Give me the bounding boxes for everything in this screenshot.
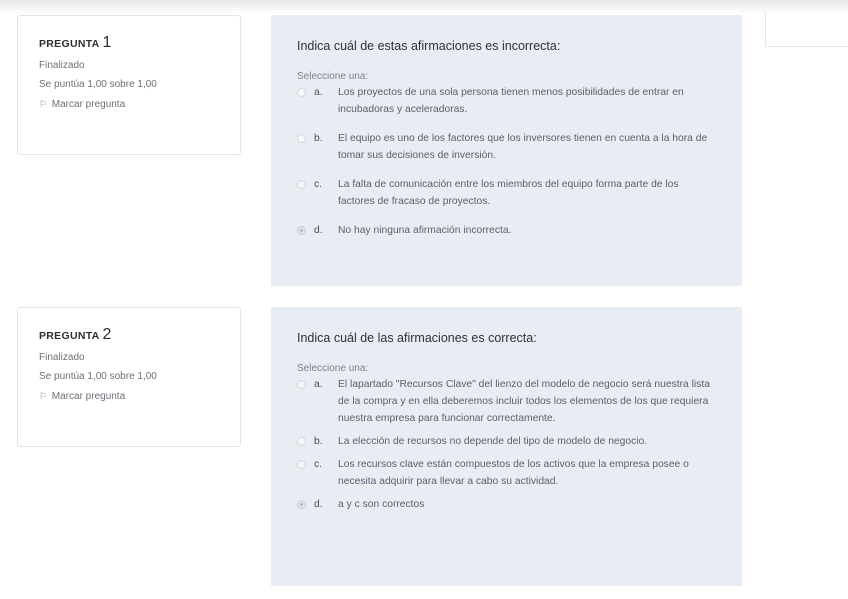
answer-option-a[interactable] <box>297 84 716 118</box>
question-number: 2 <box>102 326 112 343</box>
radio-button[interactable] <box>297 88 306 97</box>
top-bar-shadow <box>0 0 848 14</box>
answer-text: Los recursos clave están compuestos de los activos que la empresa posee o necesita adquirir para llevar a cabo su actividad. <box>338 459 689 487</box>
answer-letter: a. <box>314 87 323 98</box>
radio-button[interactable] <box>297 460 306 469</box>
question-status: Finalizado <box>39 60 85 71</box>
question-text: Indica cuál de las afirmaciones es correcta: <box>297 331 537 345</box>
flag-icon: ⚐ <box>39 99 48 109</box>
answer-letter: b. <box>314 133 323 144</box>
question-info-1 <box>17 15 241 155</box>
navigation-block <box>765 12 848 47</box>
answer-text: El lapartado "Recursos Clave" del lienzo del modelo de negocio será nuestra lista de la compra y en ella deberemos incluir todos los elementos de los que requiera nuestra empresa para funcionar correctamente. <box>338 379 710 424</box>
radio-button-selected[interactable] <box>297 500 306 509</box>
flag-icon: ⚐ <box>39 391 48 401</box>
answer-letter: a. <box>314 379 323 390</box>
question-score: Se puntúa 1,00 sobre 1,00 <box>39 371 157 382</box>
answer-letter: c. <box>314 179 323 190</box>
flag-label: Marcar pregunta <box>51 99 126 110</box>
answer-letter: b. <box>314 436 323 447</box>
answer-letter: c. <box>314 459 323 470</box>
question-status: Finalizado <box>39 352 85 363</box>
answer-option-d[interactable] <box>297 496 716 513</box>
answer-text: No hay ninguna afirmación incorrecta. <box>338 225 512 236</box>
question-title <box>39 34 240 52</box>
question-text: Indica cuál de estas afirmaciones es incorrecta: <box>297 39 561 53</box>
radio-button[interactable] <box>297 180 306 189</box>
question-label: PREGUNTA <box>39 330 100 342</box>
answer-text: a y c son correctos <box>338 499 425 510</box>
question-title <box>39 326 240 344</box>
flag-question-link[interactable] <box>39 391 240 402</box>
answer-prompt: Seleccione una: <box>297 71 369 82</box>
flag-label: Marcar pregunta <box>51 391 126 402</box>
radio-button[interactable] <box>297 134 306 143</box>
answer-option-d[interactable] <box>297 222 716 239</box>
question-content-1 <box>271 15 742 286</box>
answer-text: Los proyectos de una sola persona tienen menos posibilidades de entrar en incubadoras y aceleradoras. <box>338 87 684 115</box>
answer-letter: d. <box>314 499 323 510</box>
radio-button[interactable] <box>297 380 306 389</box>
answer-option-c[interactable] <box>297 176 716 210</box>
question-number: 1 <box>102 34 112 51</box>
answer-letter: d. <box>314 225 323 236</box>
answer-prompt: Seleccione una: <box>297 363 369 374</box>
flag-question-link[interactable] <box>39 99 240 110</box>
question-content-2 <box>271 307 742 586</box>
radio-button[interactable] <box>297 437 306 446</box>
answer-text: La elección de recursos no depende del tipo de modelo de negocio. <box>338 436 648 447</box>
answer-option-b[interactable] <box>297 433 716 450</box>
answer-option-b[interactable] <box>297 130 716 164</box>
question-info-2 <box>17 307 241 447</box>
answer-option-c[interactable] <box>297 456 716 490</box>
question-score: Se puntúa 1,00 sobre 1,00 <box>39 79 157 90</box>
answer-option-a[interactable] <box>297 376 716 427</box>
radio-button-selected[interactable] <box>297 226 306 235</box>
answer-text: La falta de comunicación entre los miembros del equipo forma parte de los factores de fracaso de proyectos. <box>338 179 679 207</box>
answer-text: El equipo es uno de los factores que los inversores tienen en cuenta a la hora de tomar sus decisiones de inversión. <box>338 133 708 161</box>
question-label: PREGUNTA <box>39 38 100 50</box>
